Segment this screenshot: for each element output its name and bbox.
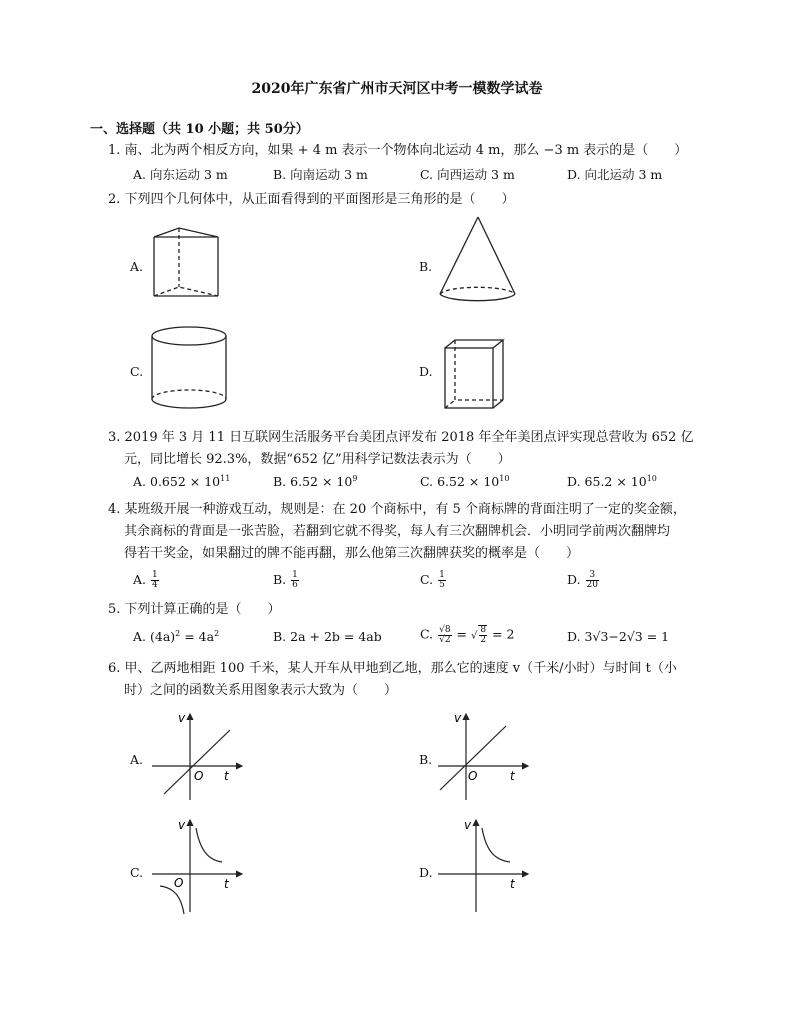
q3-option-c: C. $6.52 \times 10^{10}$ bbox=[420, 474, 510, 489]
q6-label-d: D. bbox=[419, 865, 433, 880]
section-heading: 一、选择题（共 10 小题；共 50分） bbox=[90, 122, 309, 137]
q5-option-c: C. $\frac{√8}{√2}$ = √ $\frac{8}{2}$ = 2 bbox=[420, 624, 515, 645]
q3-option-b: B. $6.52 \times 10^9$ bbox=[273, 474, 358, 489]
graph-a bbox=[148, 708, 248, 803]
q1-option-c: C. 向西运动 3 m bbox=[420, 167, 515, 182]
q5-stem: 5. 下列计算正确的是（ ） bbox=[108, 602, 281, 617]
q1-option-d: D. 向北运动 3 m bbox=[567, 167, 663, 182]
origin-label: O bbox=[468, 769, 478, 783]
q4-option-a: A. $\frac{1}{4}$ bbox=[133, 570, 158, 590]
axis-v-label: v bbox=[178, 711, 186, 725]
axis-v-label: v bbox=[464, 818, 472, 832]
q1-stem: 1. 南、北为两个相反方向，如果 + 4 m 表示一个物体向北运动 4 m，那么 −3 m 表示的是（ ） bbox=[108, 143, 688, 158]
cone-figure bbox=[436, 214, 520, 308]
graph-d bbox=[434, 816, 534, 916]
q2-label-c: C. bbox=[130, 364, 144, 379]
q4-option-c: C. $\frac{1}{5}$ bbox=[420, 570, 445, 590]
q5-option-d: D. 3√3−2√3 = 1 bbox=[567, 629, 670, 644]
prism-figure bbox=[150, 222, 222, 302]
q2-label-d: D. bbox=[419, 364, 433, 379]
graph-c bbox=[148, 816, 248, 916]
origin-label: O bbox=[174, 876, 184, 890]
q3-option-a: A. $0.652 \times 10^{11}$ bbox=[133, 474, 231, 489]
origin-label: O bbox=[194, 769, 204, 783]
q1-option-a: A. 向东运动 3 m bbox=[133, 167, 228, 182]
q1-option-b: B. 向南运动 3 m bbox=[273, 167, 368, 182]
q6-label-b: B. bbox=[419, 752, 433, 767]
axis-v-label: v bbox=[454, 711, 462, 725]
q5-option-b: B. 2a + 2b = 4ab bbox=[273, 629, 382, 644]
q5-option-a: A. $(4a)^2 = 4a^2$ bbox=[133, 629, 220, 644]
q3-stem-line2: 元，同比增长 92.3%，数据“652 亿”用科学记数法表示为（ ） bbox=[124, 452, 511, 467]
q4-option-d: D. $\frac{3}{20}$ bbox=[567, 570, 598, 590]
axis-t-label: t bbox=[224, 877, 229, 891]
cuboid-figure bbox=[441, 336, 507, 412]
cylinder-figure bbox=[149, 322, 231, 414]
q4-stem-line1: 4. 某班级开展一种游戏互动，规则是：在 20 个商标中，有 5 个商标牌的背面注明了一定的奖金额， bbox=[108, 502, 686, 517]
axis-t-label: t bbox=[224, 769, 229, 783]
q4-stem-line3: 得若干奖金，如果翻过的牌不能再翻，那么他第三次翻牌获奖的概率是（ ） bbox=[124, 546, 580, 561]
q4-stem-line2: 其余商标的背面是一张苦脸，若翻到它就不得奖，每人有三次翻牌机会．小明同学前两次翻牌均 bbox=[124, 524, 671, 539]
q2-label-a: A. bbox=[130, 259, 144, 274]
axis-v-label: v bbox=[178, 818, 186, 832]
axis-t-label: t bbox=[510, 769, 515, 783]
page-title: 2020年广东省广州市天河区中考一模数学试卷 bbox=[251, 81, 543, 97]
q6-stem-line2: 时）之间的函数关系用图象表示大致为（ ） bbox=[124, 683, 398, 698]
q4-option-b: B. $\frac{1}{6}$ bbox=[273, 570, 298, 590]
q6-label-a: A. bbox=[130, 752, 144, 767]
q3-option-d: D. $65.2 \times 10^{10}$ bbox=[567, 474, 657, 489]
q2-label-b: B. bbox=[419, 259, 433, 274]
q6-stem-line1: 6. 甲、乙两地相距 100 千米，某人开车从甲地到乙地，那么它的速度 v（千米/小时）与时间 t（小 bbox=[108, 661, 677, 676]
graph-b bbox=[434, 708, 534, 803]
q2-stem: 2. 下列四个几何体中，从正面看得到的平面图形是三角形的是（ ） bbox=[108, 192, 515, 207]
q3-stem-line1: 3. 2019 年 3 月 11 日互联网生活服务平台美团点评发布 2018 年全年美团点评实现总营收为 652 亿 bbox=[108, 430, 694, 445]
axis-t-label: t bbox=[510, 877, 515, 891]
q6-label-c: C. bbox=[130, 865, 144, 880]
